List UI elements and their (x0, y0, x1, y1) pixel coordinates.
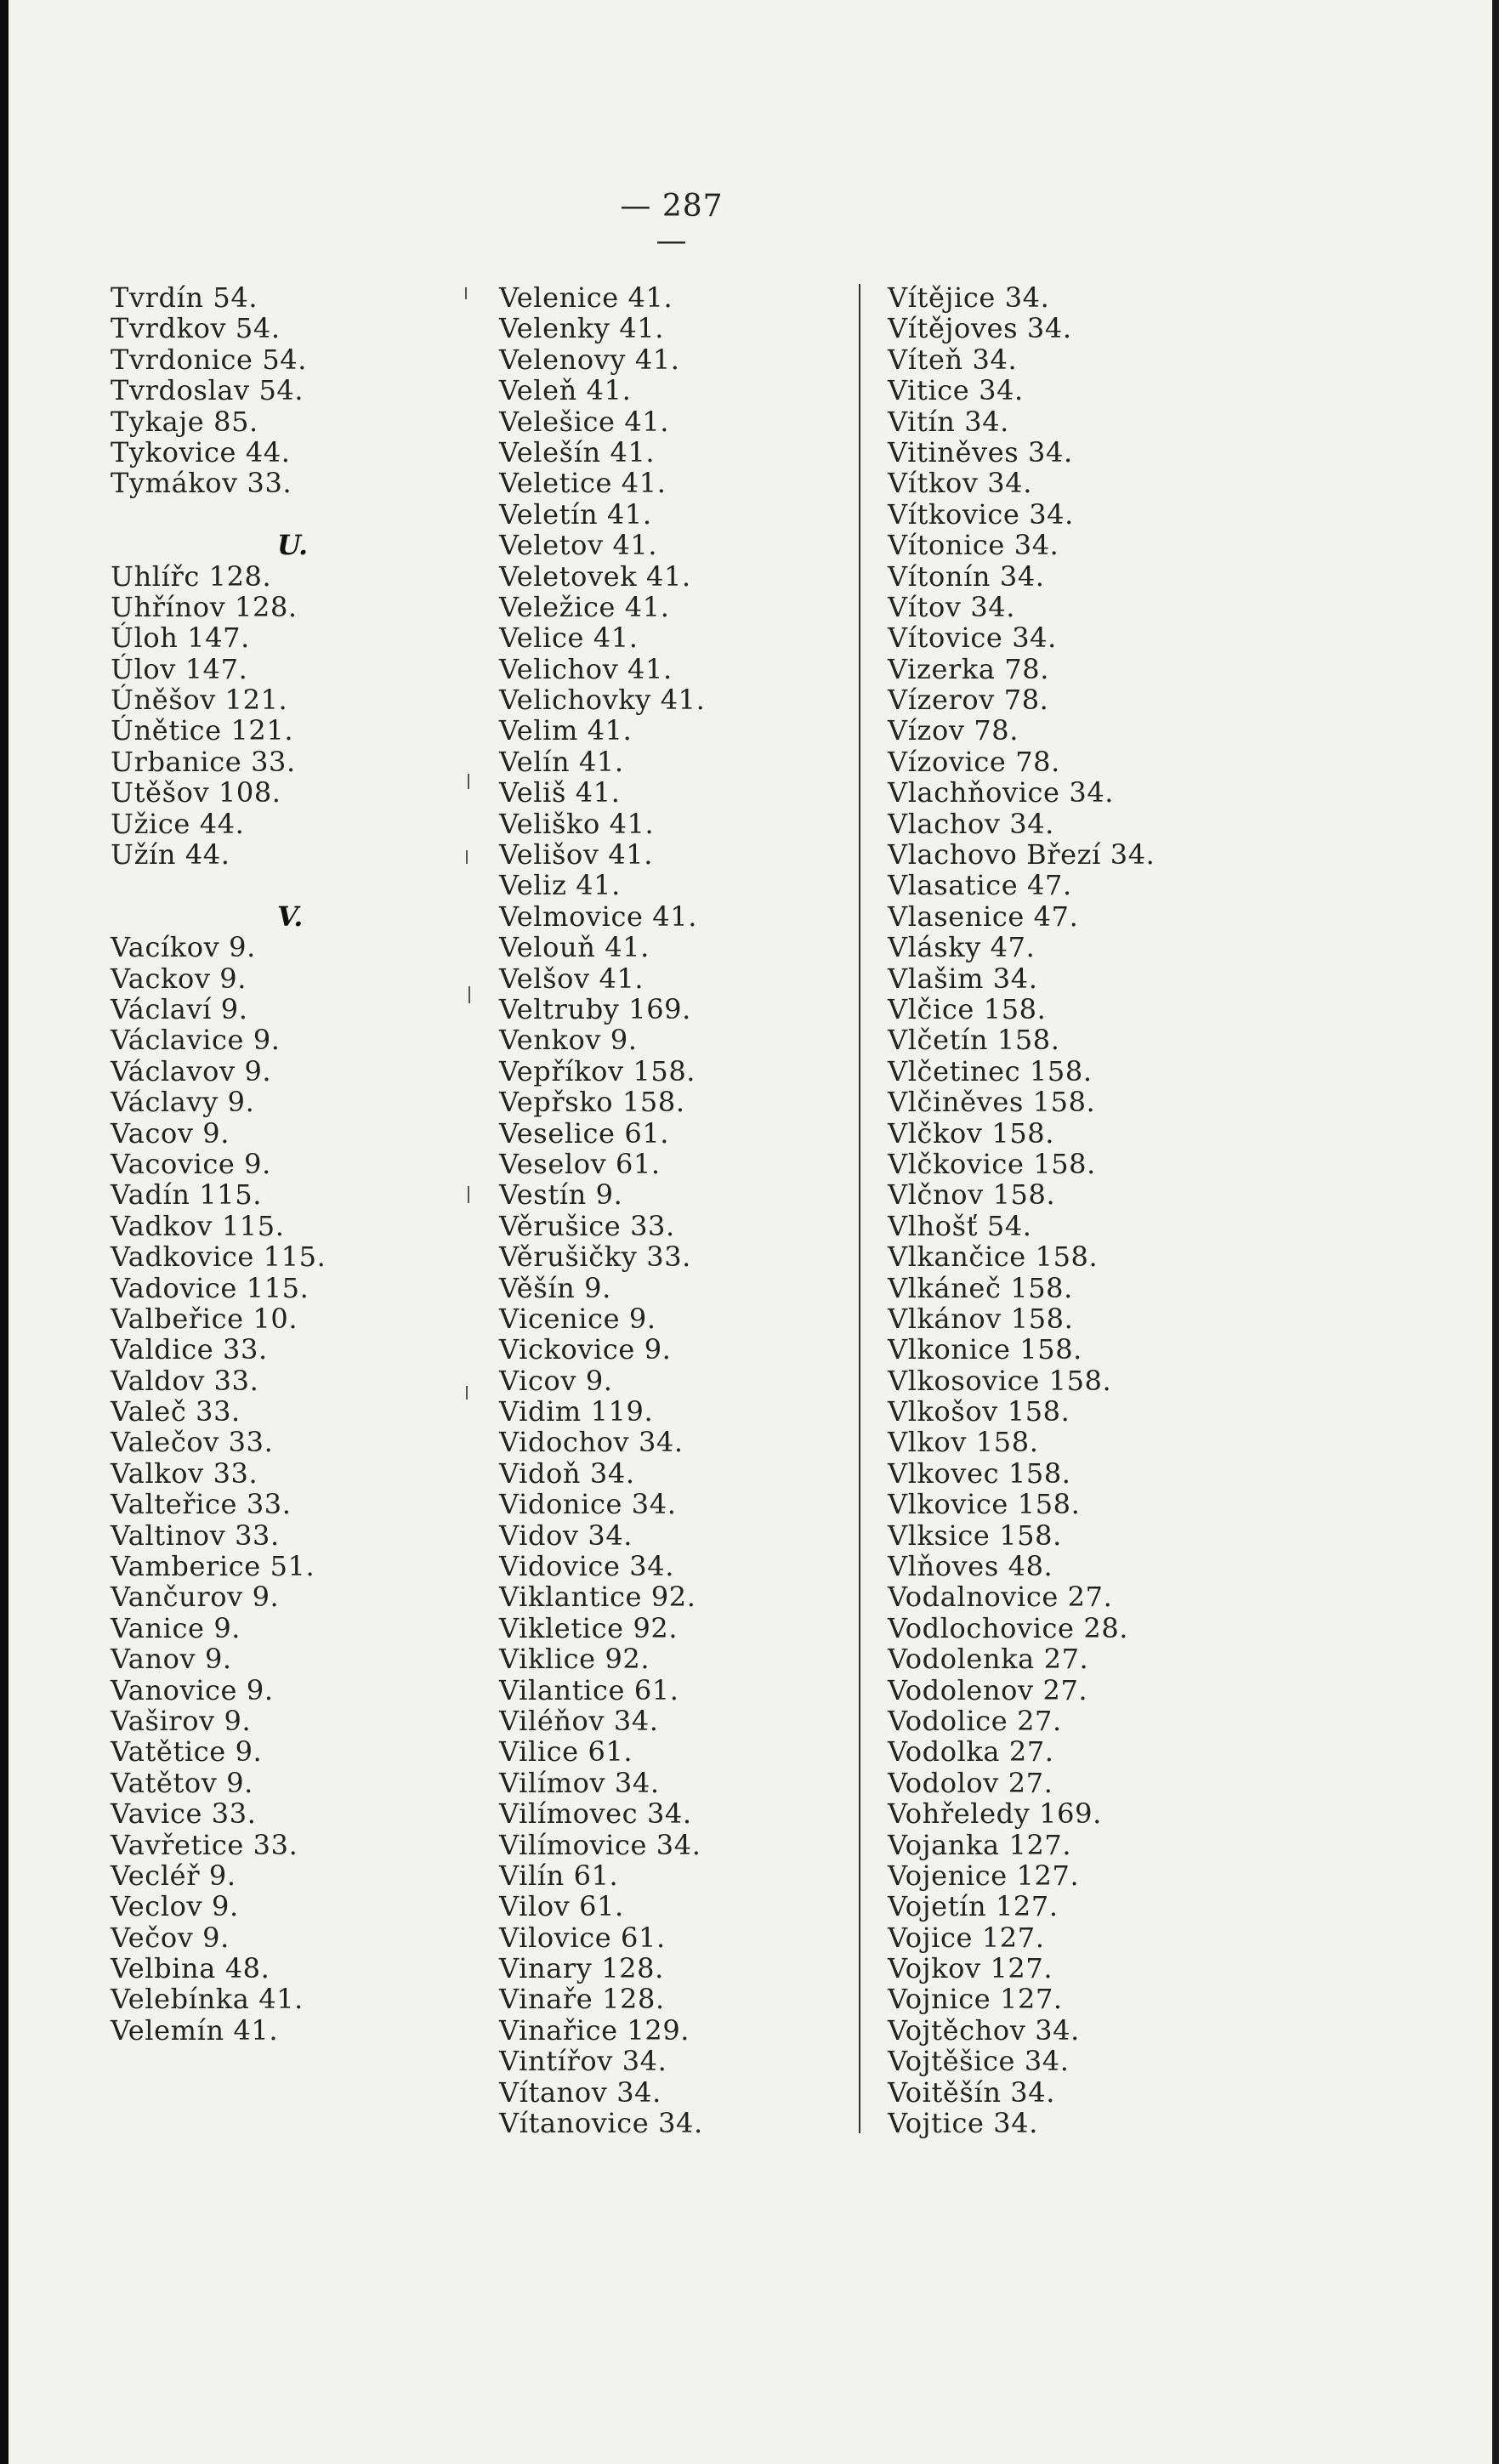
index-entry: Velenky 41. (499, 312, 665, 345)
index-entry: Vidochov 34. (499, 1426, 684, 1459)
index-entry: Velice 41. (499, 622, 639, 655)
index-entry: Velbina 48. (111, 1952, 270, 1985)
index-entry: Vlkov 158. (888, 1426, 1039, 1459)
index-entry: Vickovice 9. (499, 1333, 672, 1366)
index-entry: Vítkovice 34. (888, 497, 1074, 531)
index-entry: Vadkovice 115. (111, 1241, 326, 1274)
index-entry: Venkov 9. (499, 1024, 638, 1057)
index-entry: Vidoň 34. (499, 1456, 635, 1490)
separator-mark (468, 774, 469, 789)
index-entry: Vepříkov 158. (499, 1054, 696, 1087)
index-entry: Veleň 41. (499, 374, 632, 407)
index-entry: Vlčkov 158. (888, 1116, 1055, 1150)
index-entry: Tymákov 33. (111, 467, 292, 500)
section-letter-heading: U. (277, 529, 309, 562)
index-entry: Vlksice 158. (888, 1519, 1062, 1552)
index-entry: Valbeřice 10. (111, 1302, 298, 1335)
index-entry: Vidim 119. (499, 1395, 654, 1428)
index-entry: Vinaře 128. (499, 1983, 665, 2016)
index-entry: Velichov 41. (499, 652, 673, 685)
index-entry: Vojnice 127. (888, 1983, 1063, 2016)
index-entry: Uhřínov 128. (111, 590, 298, 623)
index-entry: Vojenice 127. (888, 1859, 1080, 1892)
index-entry: Vízov 78. (888, 714, 1019, 747)
column-separator-line (859, 284, 860, 2133)
index-entry: Vackov 9. (111, 962, 247, 995)
index-entry: Velišov 41. (499, 838, 654, 871)
index-entry: Vintířov 34. (499, 2045, 667, 2078)
index-entry: Veliz 41. (499, 869, 621, 902)
index-entry: Vlkáneč 158. (888, 1271, 1073, 1304)
index-entry: Veltruby 169. (499, 992, 691, 1025)
index-entry: Voitěšín 34. (888, 2075, 1055, 2109)
scan-left-edge (0, 0, 9, 2464)
index-entry: Vanov 9. (111, 1643, 232, 1676)
index-entry: Vlňoves 48. (888, 1550, 1053, 1583)
index-entry: Velouň 41. (499, 931, 650, 964)
index-entry: Vojanka 127. (888, 1828, 1072, 1861)
index-entry: Václavov 9. (111, 1054, 272, 1087)
index-entry: Vodalnovice 27. (888, 1581, 1113, 1614)
index-entry: Vlkančice 158. (888, 1241, 1099, 1274)
index-entry: Věrušice 33. (499, 1209, 675, 1242)
index-entry: Vilímov 34. (499, 1766, 660, 1799)
index-entry: Vlčnov 158. (888, 1178, 1056, 1212)
index-entry: Vlčice 158. (888, 992, 1047, 1025)
index-entry: Úněšov 121. (111, 684, 288, 717)
separator-mark (468, 1186, 469, 1203)
index-entry: Vlkošov 158. (888, 1395, 1070, 1428)
book-page (9, 0, 1492, 2464)
index-entry: Vítanovice 34. (499, 2107, 703, 2140)
index-entry: Úlov 147. (111, 652, 248, 685)
index-entry: Veležice 41. (499, 590, 670, 623)
page-number: — 287 — (620, 189, 724, 258)
index-column-1 (111, 282, 326, 2046)
index-entry: Úloh 147. (111, 622, 250, 655)
index-entry: Vodolka 27. (888, 1735, 1054, 1769)
index-entry: Velešín 41. (499, 435, 656, 468)
index-entry: Užín 44. (111, 838, 230, 871)
index-entry: Vikletice 92. (499, 1611, 679, 1644)
index-entry: Vacov 9. (111, 1116, 230, 1150)
index-entry: Vanovice 9. (111, 1673, 274, 1706)
index-entry: Vilice 61. (499, 1735, 633, 1769)
index-entry: Urbanice 33. (111, 745, 296, 778)
index-entry: Valkov 33. (111, 1456, 258, 1490)
index-entry: Vilímovec 34. (499, 1797, 692, 1831)
index-entry: Věšín 9. (499, 1271, 611, 1304)
index-entry: Václavice 9. (111, 1024, 281, 1057)
index-entry: Veselice 61. (499, 1116, 670, 1150)
index-entry: Vlachovo Březí 34. (888, 838, 1155, 871)
index-entry: Tvrdkov 54. (111, 312, 281, 345)
index-entry: Vodlochovice 28. (888, 1611, 1129, 1644)
index-entry: Vítonín 34. (888, 559, 1045, 593)
index-entry: Tvrdoslav 54. (111, 374, 304, 407)
index-column-3 (888, 282, 1155, 2138)
index-entry: Vlašim 34. (888, 962, 1038, 995)
index-entry: Vítanov 34. (499, 2075, 661, 2109)
index-entry: Tykaje 85. (111, 405, 258, 438)
index-entry: Vepřsko 158. (499, 1086, 685, 1119)
index-entry: Velim 41. (499, 714, 633, 747)
index-entry: Vízovice 78. (888, 745, 1060, 778)
index-entry: Vavřetice 33. (111, 1828, 298, 1861)
index-entry: Vohřeledy 169. (888, 1797, 1102, 1831)
index-entry: Veletice 41. (499, 467, 667, 500)
index-entry: Vítějoves 34. (888, 312, 1072, 345)
index-entry: Vítkov 34. (888, 467, 1032, 500)
index-entry: Tvrdonice 54. (111, 343, 308, 376)
index-entry: Vojtice 34. (888, 2107, 1038, 2140)
index-entry: Viléňov 34. (499, 1704, 659, 1737)
index-entry: Vojtěšice 34. (888, 2045, 1070, 2078)
index-entry: Večov 9. (111, 1921, 230, 1954)
index-entry: Vatětov 9. (111, 1766, 253, 1799)
index-entry: Viklantice 92. (499, 1581, 696, 1614)
index-entry: Vodolenov 27. (888, 1673, 1088, 1706)
index-entry: Vilov 61. (499, 1890, 624, 1923)
index-entry: Veletov 41. (499, 529, 658, 562)
index-entry: Vlachňovice 34. (888, 776, 1115, 809)
index-entry: Vitín 34. (888, 405, 1009, 438)
index-entry: Velmovice 41. (499, 900, 697, 933)
index-entry: Vestín 9. (499, 1178, 623, 1212)
index-entry: Valteřice 33. (111, 1488, 292, 1521)
index-entry: Vadovice 115. (111, 1271, 309, 1304)
index-entry: Veliš 41. (499, 776, 621, 809)
index-entry: Vlkánov 158. (888, 1302, 1074, 1335)
index-entry: Vavice 33. (111, 1797, 257, 1831)
index-entry: Vízerov 78. (888, 684, 1049, 717)
index-entry: Velenovy 41. (499, 343, 680, 376)
index-entry: Veselov 61. (499, 1147, 661, 1180)
separator-mark (465, 287, 467, 299)
index-entry: Valdice 33. (111, 1333, 268, 1366)
index-entry: Víteň 34. (888, 343, 1018, 376)
index-entry: Velín 41. (499, 745, 624, 778)
index-entry: Viklice 92. (499, 1643, 650, 1676)
index-entry: Vančurov 9. (111, 1581, 280, 1614)
index-entry: Utěšov 108. (111, 776, 281, 809)
section-gap (111, 870, 326, 900)
index-entry: Vanice 9. (111, 1611, 241, 1644)
index-entry: Vilímovice 34. (499, 1828, 701, 1861)
index-entry: Vlkonice 158. (888, 1333, 1082, 1366)
index-entry: Veletín 41. (499, 497, 652, 531)
index-entry: Valtinov 33. (111, 1519, 280, 1552)
index-entry: Velebínka 41. (111, 1983, 304, 2016)
index-entry: Vitice 34. (888, 374, 1024, 407)
index-entry: Velešice 41. (499, 405, 670, 438)
index-column-2 (499, 282, 705, 2138)
index-entry: Vlkovec 158. (888, 1456, 1071, 1490)
index-entry: Vicenice 9. (499, 1302, 656, 1335)
section-letter-heading: V. (277, 900, 304, 933)
index-entry: Vlčkovice 158. (888, 1147, 1096, 1180)
index-entry: Vilovice 61. (499, 1921, 666, 1954)
section-gap (111, 499, 326, 530)
index-entry: Valdov 33. (111, 1364, 259, 1397)
index-entry: Vlachov 34. (888, 807, 1054, 840)
index-entry: Vatětice 9. (111, 1735, 263, 1769)
index-entry: Vilín 61. (499, 1859, 619, 1892)
index-entry: Vlásky 47. (888, 931, 1036, 964)
index-entry: Veletovek 41. (499, 559, 691, 593)
separator-mark (466, 1386, 468, 1399)
index-entry: Vamberice 51. (111, 1550, 315, 1583)
index-entry: Vodolenka 27. (888, 1643, 1089, 1676)
index-entry: Vítějice 34. (888, 281, 1050, 314)
index-entry: Veclov 9. (111, 1890, 239, 1923)
index-entry: Velenice 41. (499, 281, 673, 314)
index-entry: Vlhošť 54. (888, 1209, 1032, 1242)
index-entry: Valečov 33. (111, 1426, 274, 1459)
index-entry: Vidonice 34. (499, 1488, 677, 1521)
index-entry: Vinařice 129. (499, 2013, 690, 2047)
index-entry: Vadín 115. (111, 1178, 262, 1212)
index-entry: Vlčiněves 158. (888, 1086, 1096, 1119)
separator-mark (468, 986, 470, 1003)
index-entry: Vidov 34. (499, 1519, 633, 1552)
index-entry: Vlčetín 158. (888, 1024, 1060, 1057)
index-entry: Vaširov 9. (111, 1704, 252, 1737)
index-entry: Vlasatice 47. (888, 869, 1072, 902)
index-entry: Vadkov 115. (111, 1209, 285, 1242)
index-entry: Vojice 127. (888, 1921, 1045, 1954)
index-entry: Únětice 121. (111, 714, 294, 747)
index-entry: Václavy 9. (111, 1086, 255, 1119)
index-entry: Veliško 41. (499, 807, 655, 840)
separator-mark (466, 850, 468, 864)
index-entry: Vodolov 27. (888, 1766, 1053, 1799)
index-entry: Vecléř 9. (111, 1859, 236, 1892)
index-entry: Vlkosovice 158. (888, 1364, 1112, 1397)
index-entry: Vizerka 78. (888, 652, 1050, 685)
index-entry: Vítonice 34. (888, 529, 1059, 562)
index-entry: Uhlířc 128. (111, 559, 272, 593)
index-entry: Věrušičky 33. (499, 1241, 691, 1274)
index-entry: Valeč 33. (111, 1395, 241, 1428)
index-entry: Tvrdín 54. (111, 281, 258, 314)
index-entry: Užice 44. (111, 807, 245, 840)
index-entry: Vilantice 61. (499, 1673, 679, 1706)
index-entry: Vinary 128. (499, 1952, 664, 1985)
index-entry: Vítovice 34. (888, 622, 1057, 655)
index-entry: Velemín 41. (111, 2013, 279, 2047)
index-entry: Vlasenice 47. (888, 900, 1079, 933)
index-entry: Vlčetinec 158. (888, 1054, 1093, 1087)
index-entry: Velichovky 41. (499, 684, 706, 717)
index-entry: Václaví 9. (111, 992, 248, 1025)
index-entry: Vitiněves 34. (888, 435, 1073, 468)
index-entry: Vacovice 9. (111, 1147, 271, 1180)
index-entry: Vacíkov 9. (111, 931, 256, 964)
index-entry: Vojtěchov 34. (888, 2013, 1080, 2047)
index-entry: Vlkovice 158. (888, 1488, 1081, 1521)
index-entry: Vojkov 127. (888, 1952, 1053, 1985)
index-entry: Vojetín 127. (888, 1890, 1059, 1923)
index-entry: Tykovice 44. (111, 435, 291, 468)
index-entry: Vidovice 34. (499, 1550, 674, 1583)
index-entry: Vicov 9. (499, 1364, 613, 1397)
index-entry: Vodolice 27. (888, 1704, 1062, 1737)
index-entry: Vítov 34. (888, 590, 1016, 623)
index-entry: Velšov 41. (499, 962, 644, 995)
